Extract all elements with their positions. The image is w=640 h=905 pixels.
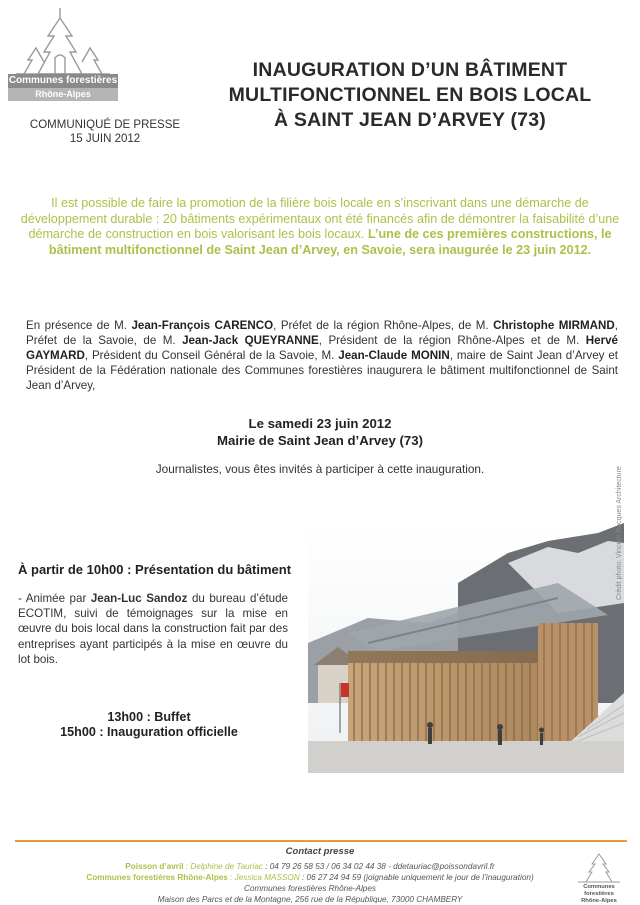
buffet-time: 13h00 : Buffet: [107, 710, 191, 724]
event-date: Le samedi 23 juin 2012: [248, 416, 392, 431]
intro-text: Il est possible de faire la promotion de la filière bois locale en s’inscrivant dans une démarche de développement durable : 20 bâtiments expérimentaux ont été financés afin de démontrer la faisabilité d’une démarche de construction en bois valorisant les bois locaux.: [20, 196, 620, 241]
intro-strong-text: L’une de ces premières constructions, le bâtiment multifonctionnel de Saint Jean d’Arvey, en Savoie, sera inaugurée le 23 juin 2012.: [48, 227, 612, 257]
title-line-3: À SAINT JEAN D’ARVEY (73): [274, 109, 546, 131]
footer-contacts: [30, 861, 590, 905]
journalist-invite: Journalistes, vous êtes invités à participer à cette inauguration.: [155, 462, 485, 476]
logo-name: Communes forestières: [8, 75, 118, 86]
body-text: , Préfet de la Savoie, de M.: [26, 319, 618, 347]
contact-title: Contact presse: [285, 846, 355, 857]
footer-divider: [15, 840, 627, 842]
event-place: Mairie de Saint Jean d’Arvey (73): [217, 433, 423, 448]
body-text: En présence de M.: [26, 319, 132, 332]
small-logo-name: Communes forestières: [583, 884, 615, 897]
body-text: , maire de Saint Jean d’Arvey et Président de la Fédération nationale des Communes forestières inaugurera le bâtiment multifonctionnel de Saint Jean d’Arvey,: [26, 349, 619, 392]
person-name: Hervé GAYMARD: [26, 334, 619, 362]
contact-org: Poisson d’avril: [125, 862, 184, 871]
title-line-1: INAUGURATION D’UN BÂTIMENT: [252, 59, 568, 81]
footer-org: Communes forestières Rhône-Alpes: [244, 884, 376, 893]
person-name: Jean-François CARENCO: [131, 319, 274, 332]
contact-line-2: [30, 872, 590, 883]
contact-name: : Jessica MASSON: [227, 873, 300, 882]
press-date: 15 JUIN 2012: [69, 133, 141, 145]
footer-address: Maison des Parcs et de la Montagne, 256 rue de la République, 73000 CHAMBERY: [157, 895, 463, 904]
person-name: Christophe MIRMAND: [493, 319, 615, 332]
contact-line-1: [30, 861, 590, 872]
program-title: À partir de 10h00 : Présentation du bâtiment: [18, 562, 292, 577]
program-text: - Animée par: [18, 592, 91, 605]
body-text: , Président de la région Rhône-Alpes et de M.: [318, 334, 586, 347]
program-text: du bureau d’étude ECOTIM, suivi de témoignages sur la mise en œuvre du bois local dans la construction fait par des entreprises ayant participés à la mise en œuvre du lot bois.: [18, 592, 289, 666]
logo-region: Rhône-Alpes: [8, 88, 118, 101]
contact-details: : 04 79 26 58 53 / 06 34 02 44 38 - ddetauriac@poissondavril.fr: [262, 862, 495, 871]
building-photo: [308, 523, 624, 773]
program-description: [18, 591, 288, 667]
photo-credit: Crédit photo: Vincent Rocques Architecture: [616, 466, 623, 600]
body-text: , Préfet de la région Rhône-Alpes, de M.: [273, 319, 494, 332]
press-label: COMMUNIQUÉ DE PRESSE: [29, 119, 181, 131]
small-logo-text: [570, 884, 628, 905]
page-title: [200, 58, 620, 133]
contact-details: : 06 27 24 94 59 (joignable uniquement le jour de l’inauguration): [299, 873, 534, 882]
body-text: , Président du Conseil Général de la Savoie, M.: [84, 349, 339, 362]
title-line-2: MULTIFONCTIONNEL EN BOIS LOCAL: [228, 84, 592, 106]
press-release-header: [20, 118, 190, 146]
person-name: Jean-Jack QUEYRANNE: [182, 334, 319, 347]
contact-name: : Delphine de Tauriac: [183, 862, 263, 871]
contact-org: Communes forestières Rhône-Alpes: [86, 873, 228, 882]
presenter-name: Jean-Luc Sandoz: [90, 592, 188, 605]
official-inauguration-time: 15h00 : Inauguration officielle: [60, 725, 238, 739]
body-paragraph: [26, 318, 618, 393]
person-name: Jean-Claude MONIN: [338, 349, 450, 362]
small-logo-region: Rhône-Alpes: [581, 898, 617, 904]
intro-paragraph: [18, 196, 622, 258]
